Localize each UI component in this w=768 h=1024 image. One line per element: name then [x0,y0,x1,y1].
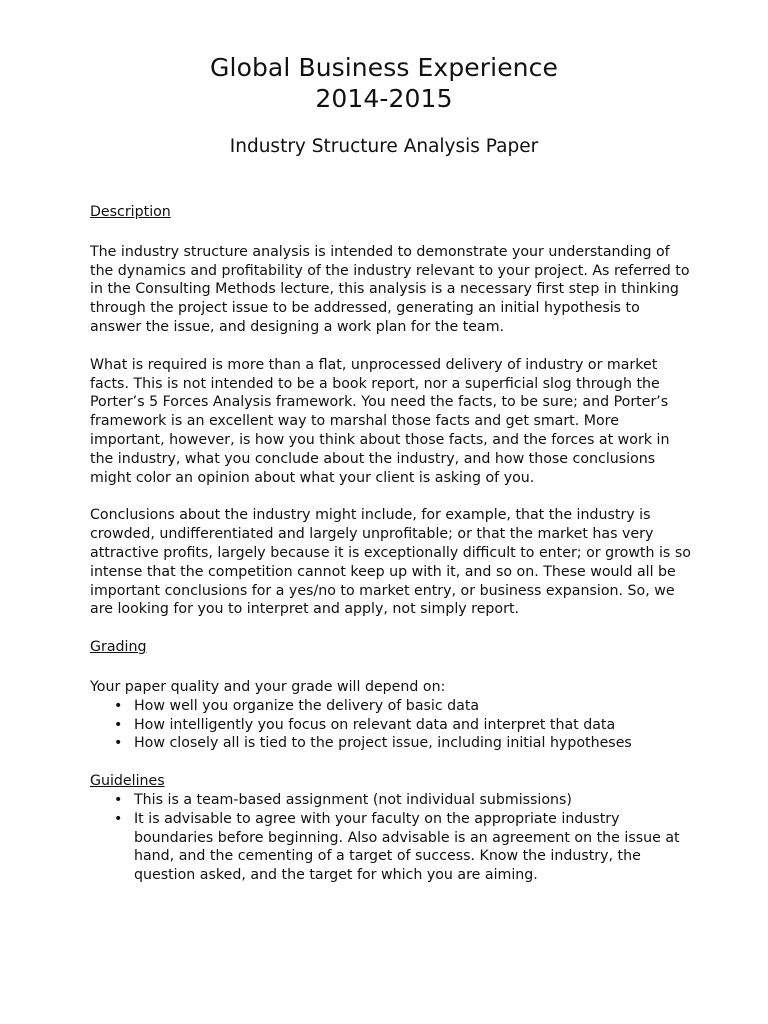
document-year: 2014-2015 [315,84,453,113]
bullet-icon: • [114,810,123,827]
grading-list-item [90,716,695,735]
bullet-icon: • [114,716,123,733]
description-paragraph-1: The industry structure analysis is intended to demonstrate your understanding of the dynamics and profitability of the industry relevant to your project. As referred to in the Consulting Methods lecture, this analysis is a necessary first step in thinking through the project issue to be addressed, generating an initial hypothesis to answer the issue, and designing a work plan for the team. [90,243,690,335]
document-subtitle: Industry Structure Analysis Paper [229,136,539,157]
description-heading: Description [90,204,171,220]
grading-item-text: How intelligently you focus on relevant data and interpret that data [134,716,616,733]
grading-item-text: How well you organize the delivery of basic data [134,697,480,714]
grading-list-item [90,734,695,753]
guidelines-heading: Guidelines [90,773,165,790]
grading-intro: Your paper quality and your grade will depend on: [90,678,446,695]
grading-list [90,697,695,753]
description-paragraph-3: Conclusions about the industry might include, for example, that the industry is crowded, undifferentiated and largely unprofitable; or that the market has very attractive profits, largely because it is exceptionally difficult to enter; or growth is so intense that the competition cannot keep up with it, and so on. These would all be important conclusions for a yes/no to market entry, or business expansion. So, we are looking for you to interpret and apply, not simply report. [90,507,691,618]
bullet-icon: • [114,791,123,808]
guidelines-item-text: It is advisable to agree with your faculty on the appropriate industry boundaries before beginning. Also advisable is an agreement on the issue at hand, and the cementing of a target of success. Know the industry, the question asked, and the target for which you are aiming. [134,810,680,884]
title-block [0,52,768,114]
document-body [90,203,695,885]
grading-item-text: How closely all is tied to the project issue, including initial hypotheses [134,735,632,752]
guidelines-item-text: This is a team-based assignment (not individual submissions) [134,791,572,808]
grading-heading: Grading [90,639,147,656]
bullet-icon: • [114,735,123,752]
bullet-icon: • [114,697,123,714]
guidelines-list [90,791,695,885]
guidelines-list-item [90,791,695,810]
document-title: Global Business Experience [210,53,558,82]
grading-list-item [90,697,695,716]
guidelines-list-item [90,810,695,885]
description-paragraph-2: What is required is more than a flat, unprocessed delivery of industry or market facts. This is not intended to be a book report, nor a superficial slog through the Porter’s 5 Forces Analysis framework. You need the facts, to be sure; and Porter’s framework is an excellent way to marshal those facts and get smart. More important, however, is how you think about those facts, and the forces at work in the industry, what you conclude about the industry, and how those conclusions might color an opinion about what your client is asking of you. [90,356,670,486]
